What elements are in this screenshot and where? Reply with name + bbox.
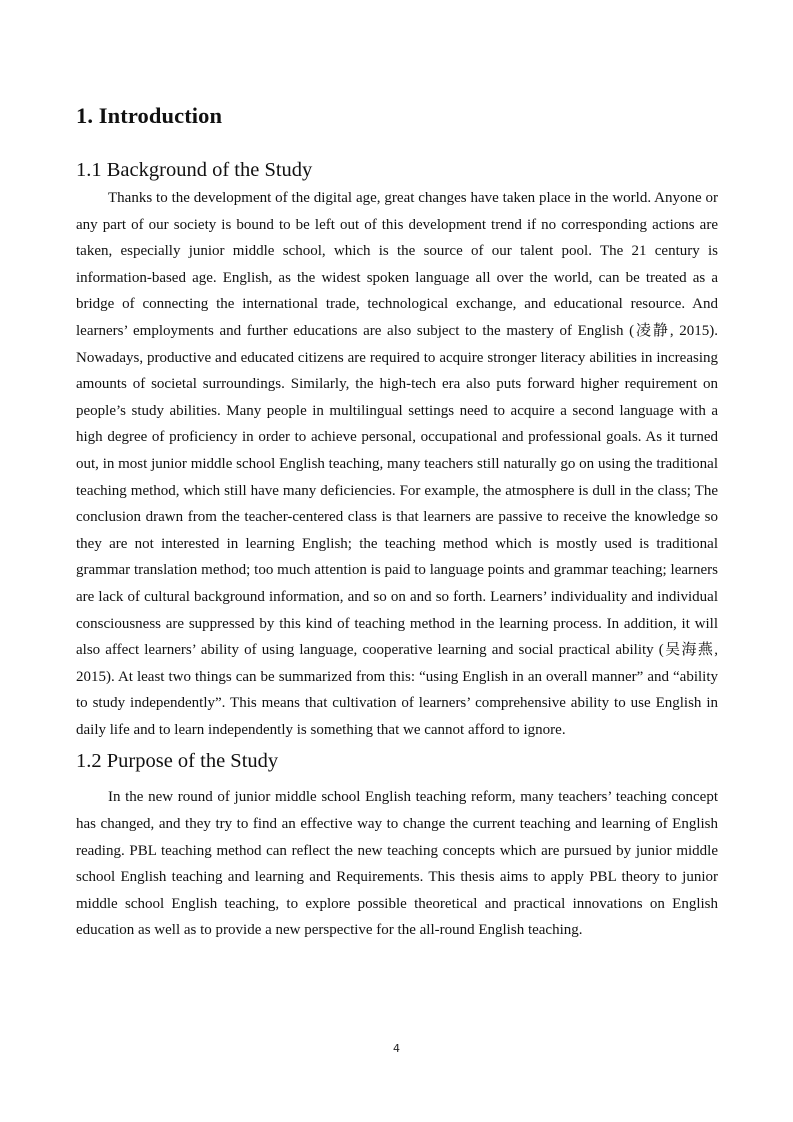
section-heading-background: 1.1 Background of the Study bbox=[76, 159, 313, 181]
chapter-title: 1. Introduction bbox=[76, 103, 223, 128]
purpose-paragraph: In the new round of junior middle school English teaching reform, many teachers’ teaching concept has changed, and they try to find an effective way to change the current teaching and learning of English reading. PBL teaching method can reflect the new teaching concepts which are pursued by junior middle school English teaching and learning and Requirements. This thesis aims to apply PBL theory to junior middle school English teaching, to explore possible theoretical and practical innovations on English education as well as to provide a new perspective for the all-round English teaching. bbox=[76, 789, 718, 939]
page-number: 4 bbox=[393, 1042, 400, 1055]
background-paragraph: Thanks to the development of the digital age, great changes have taken place in the world. Anyone or any part of our society is bound to be left out of this development trend if no corresponding actions are taken, especially junior middle school, which is the source of our talent pool. The 21 century is information-based age. English, as the widest spoken language all over the world, can be treated as a bridge of connecting the international trade, technological exchange, and educational resource. And learners’ employments and further educations are also subject to the mastery of English (凌静, 2015). Nowadays, productive and educated citizens are required to acquire stronger literacy abilities in increasing amounts of societal surroundings. Similarly, the high-tech era also puts forward higher requirement on people’s study abilities. Many people in multilingual settings need to acquire a second language with a high degree of proficiency in order to achieve personal, occupational and professional goals. As it turned out, in most junior middle school English teaching, many teachers still naturally go on using the traditional teaching method, which still have many deficiencies. For example, the atmosphere is dull in the class; The conclusion drawn from the teacher-centered class is that learners are passive to receive the knowledge so they are not interested in learning English; the teaching method which is mostly used is traditional grammar translation method; too much attention is paid to language points and grammar teaching; learners are lack of cultural background information, and so on and so forth. Learners’ individuality and individual consciousness are suppressed by this kind of teaching method in the learning process. In addition, it will also affect learners’ ability of using language, cooperative learning and social practical ability (吴海燕, 2015). At least two things can be summarized from this: “using English in an overall manner” and “ability to study independently”. This means that cultivation of learners’ comprehensive ability to use English in daily life and to learn independently is something that we cannot afford to ignore. bbox=[76, 190, 718, 738]
page-content bbox=[76, 100, 718, 944]
section-heading-purpose: 1.2 Purpose of the Study bbox=[76, 750, 279, 773]
